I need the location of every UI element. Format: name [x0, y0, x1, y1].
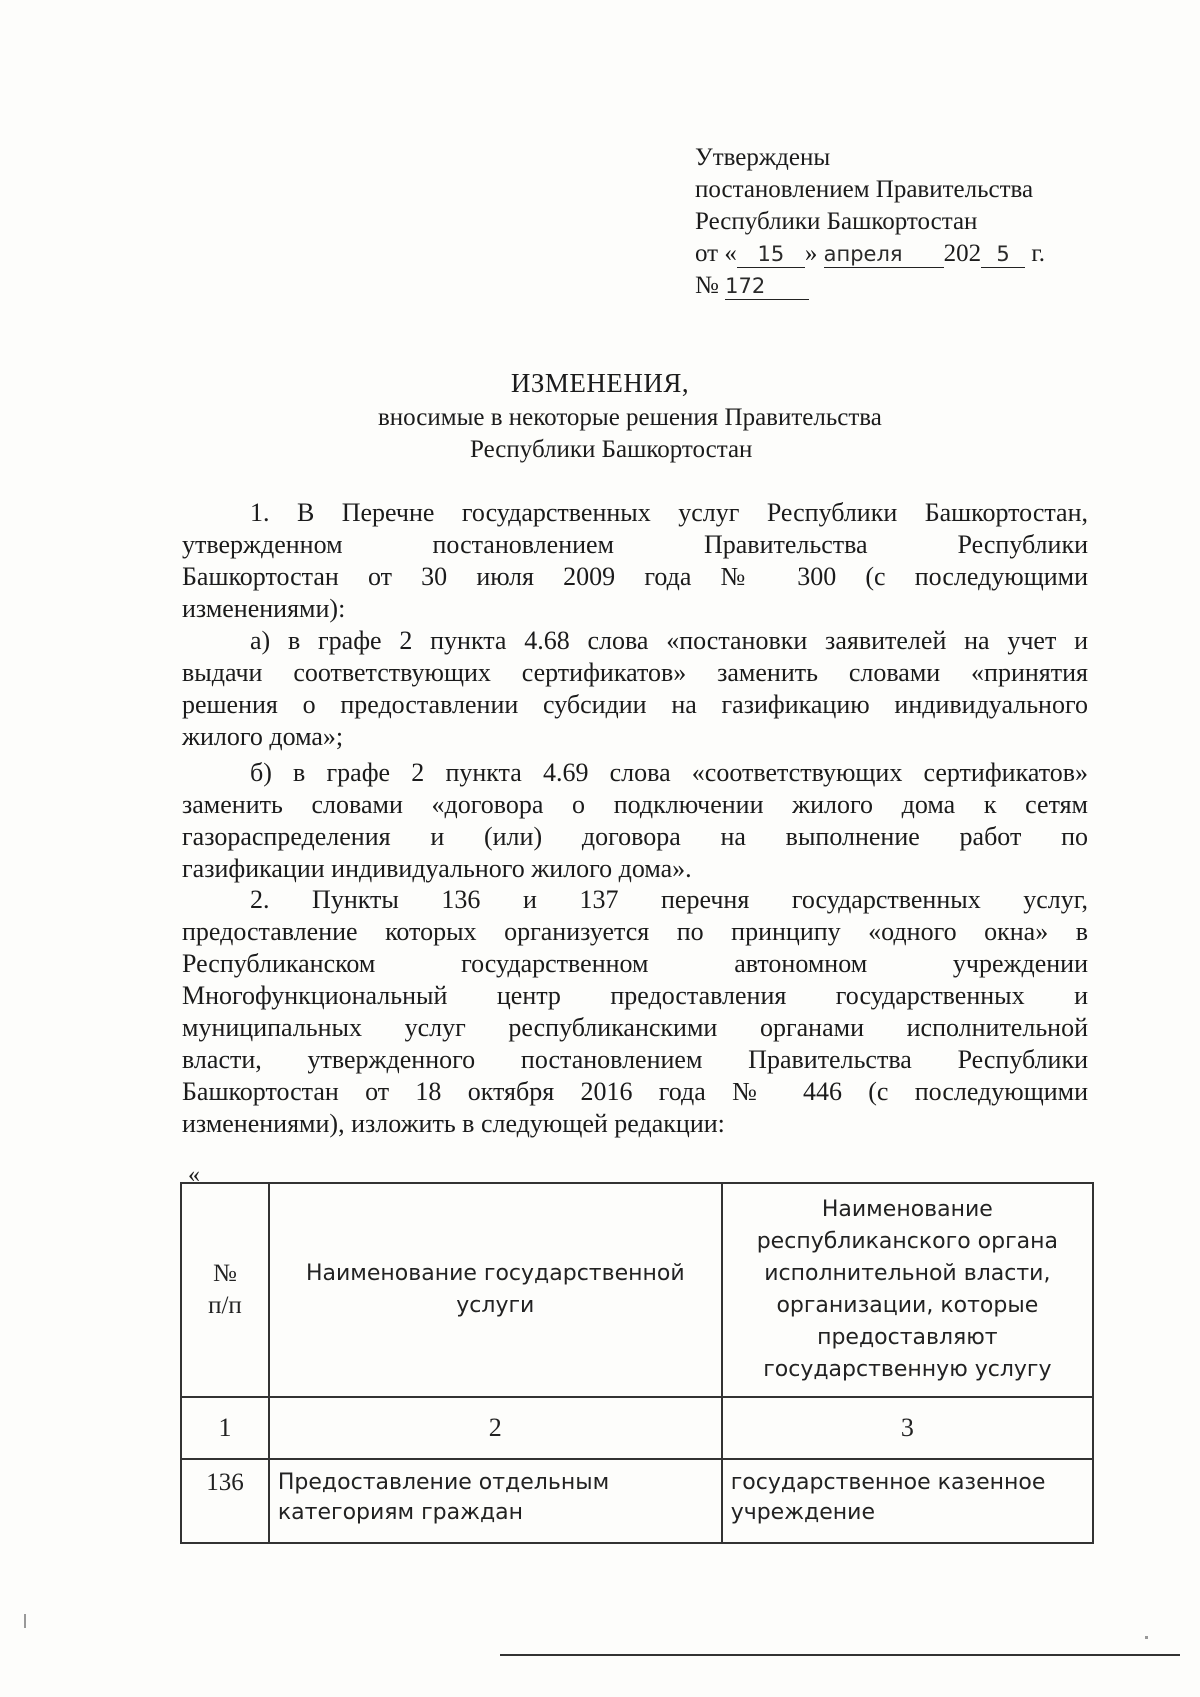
table-row	[181, 1459, 1093, 1543]
text-line: заменить словами «договора о подключении жилого дома к сетям	[182, 790, 1088, 819]
date-year-prefix: 202	[943, 240, 982, 267]
header-authority: Наименование республиканского органа исполнительной власти, организации, которые предоставляют государственную услугу	[722, 1183, 1093, 1397]
document-number: 172	[725, 273, 809, 300]
date-prefix: от «	[695, 240, 737, 267]
text-line: муниципальных услуг республиканскими органами исполнительной	[182, 1013, 1088, 1042]
text-line: изменениями):	[182, 594, 346, 623]
document-subtitle-line1: вносимые в некоторые решения Правительства	[378, 404, 882, 431]
table-column-numbers-row	[181, 1397, 1093, 1459]
document-subtitle-line2: Республики Башкортостан	[470, 436, 753, 463]
text-line: Башкортостан от 30 июля 2009 года № 300 (с последующими	[182, 562, 1088, 591]
date-mid: »	[804, 240, 818, 267]
approval-line-republic: Республики Башкортостан	[695, 208, 978, 235]
text-line: а) в графе 2 пункта 4.68 слова «постановки заявителей на учет и	[250, 626, 1088, 655]
text-line: 1. В Перечне государственных услуг Республики Башкортостан,	[250, 498, 1088, 527]
row-authority: государственное казенное учреждение	[722, 1459, 1093, 1543]
column-number: 1	[181, 1397, 269, 1459]
opening-quote: «	[188, 1162, 200, 1188]
date-year-digit: 5	[981, 241, 1025, 268]
text-line: предоставление которых организуется по принципу «одного окна» в	[182, 917, 1088, 946]
approval-date	[695, 238, 1045, 270]
paragraph-b	[182, 757, 1088, 885]
row-number: 136	[181, 1459, 269, 1543]
header-service-name: Наименование государственной услуги	[269, 1183, 722, 1397]
text-line: б) в графе 2 пункта 4.69 слова «соответствующих сертификатов»	[250, 758, 1088, 787]
column-number: 2	[269, 1397, 722, 1459]
services-table	[180, 1182, 1094, 1544]
text-line: Республиканском государственном автономном учреждении	[182, 949, 1088, 978]
table-header-row	[181, 1183, 1093, 1397]
footer-rule	[500, 1654, 1180, 1656]
paragraph-1	[182, 497, 1088, 625]
text-line: газификации индивидуального жилого дома».	[182, 854, 692, 883]
scan-speck	[1145, 1636, 1148, 1639]
text-line: Многофункциональный центр предоставления государственных и	[182, 981, 1088, 1010]
text-line: Башкортостан от 18 октября 2016 года № 446 (с последующими	[182, 1077, 1088, 1106]
header-number: № п/п	[181, 1183, 269, 1397]
text-line: власти, утвержденного постановлением Правительства Республики	[182, 1045, 1088, 1074]
approval-block	[695, 142, 1045, 302]
paragraph-2	[182, 884, 1088, 1140]
approval-line-approved: Утверждены	[695, 144, 831, 171]
paragraph-a	[182, 625, 1088, 753]
text-line: жилого дома»;	[182, 722, 344, 751]
text-line: выдачи соответствующих сертификатов» заменить словами «принятия	[182, 658, 1088, 687]
approval-number	[695, 270, 1045, 302]
approval-line-resolution: постановлением Правительства	[695, 176, 1034, 203]
date-month: апреля	[824, 241, 944, 268]
date-day: 15	[737, 241, 805, 268]
text-line: изменениями), изложить в следующей редакции:	[182, 1109, 725, 1138]
row-service: Предоставление отдельным категориям граждан	[269, 1459, 722, 1543]
document-title: ИЗМЕНЕНИЯ,	[510, 368, 690, 398]
text-line: 2. Пункты 136 и 137 перечня государственных услуг,	[250, 885, 1088, 914]
text-line: утвержденном постановлением Правительства Республики	[182, 530, 1088, 559]
text-line: решения о предоставлении субсидии на газификацию индивидуального	[182, 690, 1088, 719]
column-number: 3	[722, 1397, 1093, 1459]
number-sign: №	[695, 272, 719, 299]
scan-speck	[24, 1614, 26, 1628]
text-line: газораспределения и (или) договора на выполнение работ по	[182, 822, 1088, 851]
date-year-suffix: г.	[1031, 240, 1046, 267]
